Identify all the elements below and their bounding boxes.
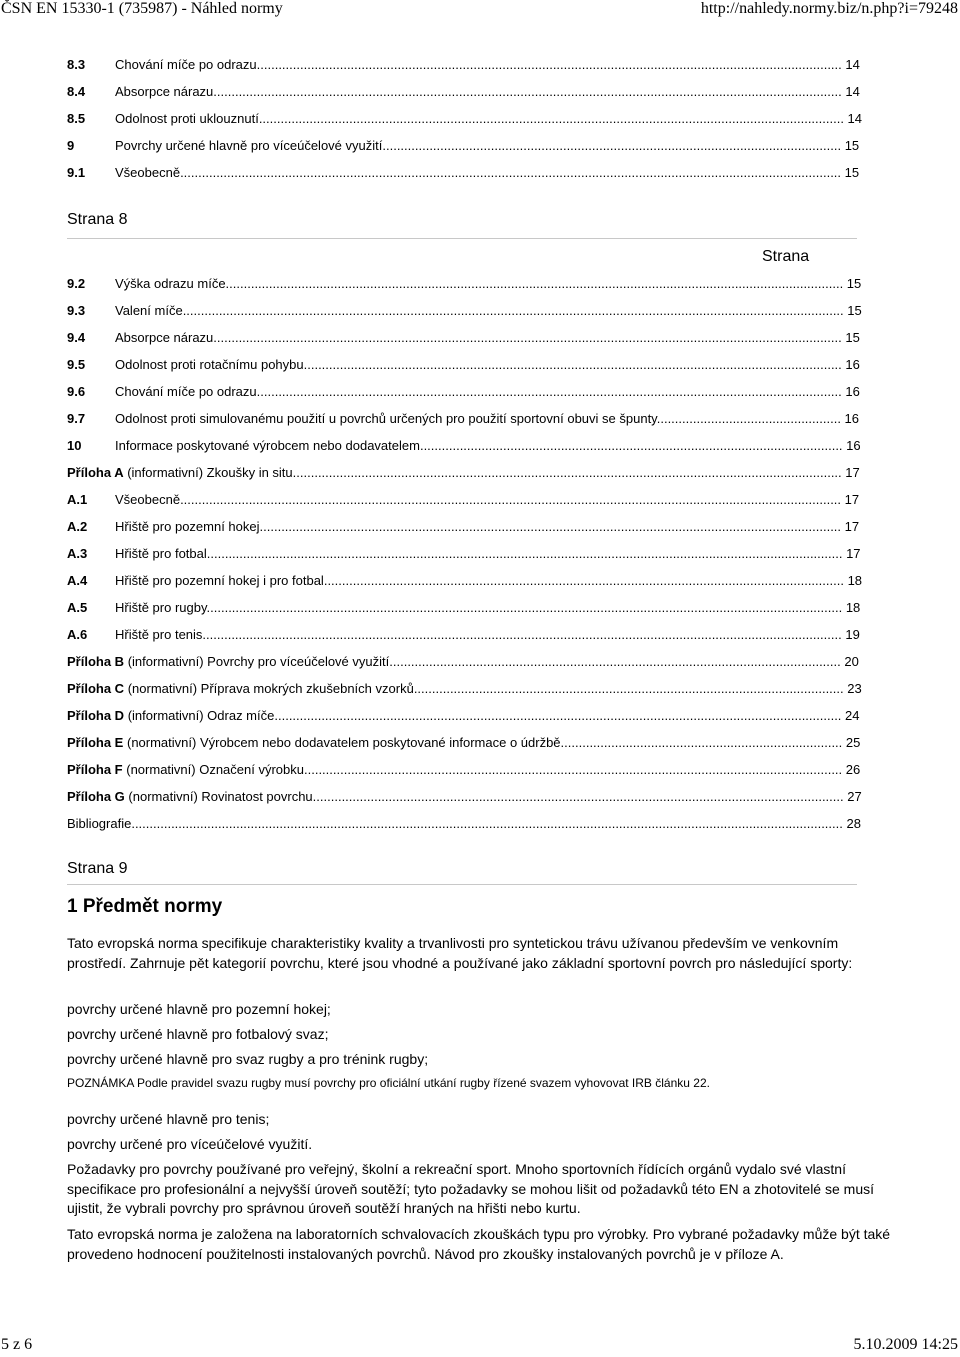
toc-entry[interactable] <box>67 466 867 493</box>
toc-entry-number: A.2 <box>67 519 88 534</box>
toc-dots: ............................................................................................................................................................... <box>267 57 846 72</box>
print-datetime: 5.10.2009 14:25 <box>853 1336 958 1353</box>
toc-dots: ................................................................................................................................................ <box>323 789 848 804</box>
toc-title-text: Informace poskytované výrobcem nebo dodavatelem <box>115 438 420 453</box>
toc-title-text: (normativní) Výrobcem nebo dodavatelem poskytované informace o údržbě <box>126 735 561 750</box>
toc-entry-number: 9.3 <box>67 303 86 318</box>
toc-page-number: 23 <box>847 681 862 696</box>
toc-entry-number: 9.2 <box>67 276 86 291</box>
toc-entry[interactable] <box>67 58 867 85</box>
toc-dots: ........................................................................................................................................................................ <box>236 276 847 291</box>
toc-entry-number: 8.5 <box>67 111 86 126</box>
toc-page-number: 14 <box>847 111 863 126</box>
toc-entry-number: 9.7 <box>67 411 86 426</box>
toc-page-number: 15 <box>845 330 860 345</box>
toc-entry-title: Příloha B (informativní) Povrchy pro víceúčelové využití............................................................................................................................. 20 <box>67 654 859 669</box>
toc-entry[interactable] <box>67 277 867 304</box>
toc-entry-title: Hřiště pro rugby................................................................................................................................................................................ 18 <box>115 600 861 615</box>
toc-entry[interactable] <box>67 601 867 628</box>
toc-dots: ............................................................................................................................ <box>393 138 845 153</box>
toc-entry-number: 10 <box>67 438 82 453</box>
toc-entry[interactable] <box>67 682 867 709</box>
toc-dots: ............................................................................................................................................. <box>334 573 848 588</box>
toc-page-number: 16 <box>845 357 860 372</box>
annex-label: Příloha B <box>67 654 125 669</box>
toc-entry[interactable] <box>67 790 867 817</box>
toc-entry[interactable] <box>67 304 867 331</box>
toc-dots: .............................................................................................................................................................. <box>270 519 845 534</box>
toc-title-text: (informativní) Povrchy pro víceúčelové využití <box>127 654 390 669</box>
divider <box>67 884 857 885</box>
toc-dots: .......................................................................................................................................................... <box>285 708 846 723</box>
scope-paragraph: Tato evropská norma specifikuje charakteristiky kvality a trvanlivosti pro syntetickou trávu užívanou především ve venkovním prostředí. Zahrnuje pět kategorií povrchu, které jsou vhodné a používané jako základní sportovní povrch pro následující sporty: <box>67 935 853 971</box>
toc-page-number: 15 <box>844 138 860 153</box>
toc-title-text: (informativní) Odraz míče <box>127 708 275 723</box>
toc-entry[interactable] <box>67 547 867 574</box>
toc-entry[interactable] <box>67 709 867 736</box>
toc-entry-number: 9.1 <box>67 165 86 180</box>
toc-entry[interactable] <box>67 412 867 439</box>
requirements-paragraph: Požadavky pro povrchy používané pro veřejný, školní a rekreační sport. Mnoho sportovních řídících orgánů vydalo své vlastní specifikace pro profesionální a nejvyšší úroveň soutěží; tyto požadavky se mohou lišit od požadavků této EN a zhotovitelé se musí ujistit, že vybrali povrchy pro správnou úroveň soutěží hraných na hřišti nebo kurtu. <box>67 1161 874 1216</box>
toc-dots: .................................................................................................................................................. <box>314 357 846 372</box>
toc-title-text: Výška odrazu míče <box>115 276 226 291</box>
toc-entry-number: 9.5 <box>67 357 86 372</box>
annex-label: Příloha F <box>67 762 123 777</box>
testing-paragraph: Tato evropská norma je založena na laboratorních schvalovacích zkouškách typu pro výrobky. Pro vybrané požadavky může být také provedeno hodnocení použitelnosti instalovaných povrchů. Návod pro zkoušky instalovaných povrchů je v příloze A. <box>67 1226 891 1262</box>
toc-entry-title: Odolnost proti rotačnímu pohybu..................................................................................................................................................... 16 <box>115 357 860 372</box>
toc-dots: .................................................................................................................................................. <box>314 762 846 777</box>
toc-entry-title: Příloha D (informativní) Odraz míče............................................................................................................................................................. 24 <box>67 708 860 723</box>
page-counter: 5 z 6 <box>1 1336 33 1353</box>
toc-title-text: (normativní) Označení výrobku <box>126 762 304 777</box>
scope-list-item: povrchy určené hlavně pro svaz rugby a pro trénink rugby; <box>67 1051 429 1067</box>
browser-footer <box>0 1336 960 1356</box>
toc-entry-title: Odolnost proti uklouznutí.................................................................................................................................................................. 14 <box>115 111 863 126</box>
toc-dots: ........................................................................................................................................................................... <box>224 84 846 99</box>
toc-title-text: Absorpce nárazu <box>115 330 214 345</box>
toc-entry-number: 8.3 <box>67 57 86 72</box>
toc-dots: ..................................................................................................................................................... <box>303 465 846 480</box>
annex-label: Příloha E <box>67 735 124 750</box>
toc-title-text: Hřiště pro fotbal <box>115 546 207 561</box>
toc-entry-title: Příloha E (normativní) Výrobcem nebo dodavatelem poskytované informace o údržbě.............................................................................. 25 <box>67 735 861 750</box>
toc-entry-title: Bibliografie..................................................................................................................................................................................................... 28 <box>67 816 861 831</box>
toc-page-number: 17 <box>846 546 861 561</box>
toc-page-number: 14 <box>845 57 860 72</box>
toc-entry-number: A.6 <box>67 627 88 642</box>
toc-page-number: 25 <box>845 735 861 750</box>
toc-title-text: Hřiště pro pozemní hokej i pro fotbal <box>115 573 324 588</box>
toc-list-top <box>67 58 867 193</box>
toc-entry-title: Výška odrazu míče........................................................................................................................................................................... 15 <box>115 276 862 291</box>
toc-title-text: Chování míče po odrazu <box>115 57 257 72</box>
browser-header <box>0 0 960 22</box>
toc-title-text: (normativní) Příprava mokrých zkušebních vzorků <box>127 681 414 696</box>
toc-title-text: Všeobecně <box>115 492 181 507</box>
toc-entry-title: Hřiště pro fotbal................................................................................................................................................................................ 17 <box>115 546 861 561</box>
toc-dots: ............................................................................................................................................................... <box>267 384 846 399</box>
annex-label: Příloha D <box>67 708 125 723</box>
toc-entry-title: Chování míče po odrazu.................................................................................................................................................................. 14 <box>115 57 860 72</box>
annex-label: Příloha C <box>67 681 125 696</box>
toc-title-text: Odolnost proti simulovanému použití u povrchů určených pro použití sportovní obuvi se špunty <box>115 411 657 426</box>
toc-dots: .................................................................................................................................................................................... <box>190 492 845 507</box>
toc-entry-number: 9.6 <box>67 384 86 399</box>
toc-entry[interactable] <box>67 655 867 682</box>
toc-dots: .................................................................................................................................................................................................. <box>142 816 847 831</box>
toc-page-number: 14 <box>845 84 860 99</box>
toc-title-text: Valení míče <box>115 303 183 318</box>
toc-entry-title: Všeobecně....................................................................................................................................................................................... 17 <box>115 492 860 507</box>
toc-page-number: 19 <box>845 627 860 642</box>
toc-dots: .......................................................................................................................... <box>400 654 845 669</box>
toc-entry[interactable] <box>67 493 867 520</box>
toc-entry-title: Povrchy určené hlavně pro víceúčelové využití............................................................................................................................... 15 <box>115 138 860 153</box>
toc-entry[interactable] <box>67 358 867 385</box>
toc-title-text: Povrchy určené hlavně pro víceúčelové využití <box>115 138 383 153</box>
toc-dots: ............................................................................................................................................................... <box>269 111 848 126</box>
toc-title-text: (normativní) Rovinatost povrchu <box>128 789 313 804</box>
document-title: ČSN EN 15330-1 (735987) - Náhled normy <box>1 0 283 17</box>
toc-title-text: Bibliografie <box>67 816 132 831</box>
toc-dots: ............................................................................................................................................................................. <box>217 546 847 561</box>
toc-dots: ........................................................................................................................................................................... <box>224 330 846 345</box>
scope-list-item: povrchy určené hlavně pro pozemní hokej; <box>67 1001 331 1017</box>
toc-title-text: Odolnost proti uklouznutí <box>115 111 259 126</box>
toc-dots: .............................................................................................................................................................................. <box>213 627 846 642</box>
toc-entry[interactable] <box>67 139 867 166</box>
toc-entry[interactable] <box>67 574 867 601</box>
toc-entry[interactable] <box>67 520 867 547</box>
toc-title-text: Všeobecně <box>115 165 181 180</box>
toc-entry-number: 9.4 <box>67 330 86 345</box>
toc-entry-title: Informace poskytované výrobcem nebo dodavatelem..................................................................................................................... 16 <box>115 438 861 453</box>
toc-page-number: 17 <box>844 492 860 507</box>
toc-title-text: Hřiště pro pozemní hokej <box>115 519 260 534</box>
toc-dots: ........................................................................... <box>571 735 846 750</box>
toc-page-number: 17 <box>844 519 860 534</box>
toc-page-number: 15 <box>846 276 862 291</box>
toc-page-number: 16 <box>846 438 861 453</box>
toc-entry-title: Příloha C (normativní) Příprava mokrých zkušebních vzorků....................................................................................................................... 23 <box>67 681 862 696</box>
toc-entry[interactable] <box>67 439 867 466</box>
toc-page-number: 28 <box>846 816 861 831</box>
toc-page-number: 18 <box>845 600 861 615</box>
toc-dots: .................................................................................................................... <box>424 681 848 696</box>
toc-dots: ............................................................................................................................................................................. <box>217 600 846 615</box>
toc-entry-title: Příloha F (normativní) Označení výrobku..................................................................................................................................................... 26 <box>67 762 861 777</box>
toc-page-number: 17 <box>845 465 860 480</box>
toc-entry[interactable] <box>67 85 867 112</box>
toc-page-number: 16 <box>845 384 860 399</box>
toc-page-number: 16 <box>844 411 860 426</box>
toc-title-text: Hřiště pro rugby <box>115 600 207 615</box>
toc-entry-title: Chování míče po odrazu.................................................................................................................................................................. 16 <box>115 384 860 399</box>
toc-title-text: (informativní) Zkoušky in situ <box>127 465 293 480</box>
annex-label: Příloha A <box>67 465 124 480</box>
divider <box>67 238 857 239</box>
scope-list-item: povrchy určené pro víceúčelové využití. <box>67 1136 313 1152</box>
toc-entry-title: Příloha A (informativní) Zkoušky in situ........................................................................................................................................................ 17 <box>67 465 860 480</box>
toc-title-text: Chování míče po odrazu <box>115 384 257 399</box>
toc-entry[interactable] <box>67 763 867 790</box>
toc-entry-title: Příloha G (normativní) Rovinatost povrchu................................................................................................................................................... 27 <box>67 789 862 804</box>
scope-list-item: povrchy určené hlavně pro fotbalový svaz; <box>67 1026 329 1042</box>
toc-dots: ................................................ <box>667 411 845 426</box>
toc-title-text: Hřiště pro tenis <box>115 627 203 642</box>
toc-entry[interactable] <box>67 817 867 844</box>
toc-entry[interactable] <box>67 736 867 763</box>
toc-entry-title: Hřiště pro pozemní hokej i pro fotbal................................................................................................................................................ 18 <box>115 573 863 588</box>
toc-entry-title: Valení míče....................................................................................................................................................................................... 15 <box>115 303 862 318</box>
toc-entry[interactable] <box>67 331 867 358</box>
toc-page-number: 18 <box>847 573 863 588</box>
toc-entry-title: Odolnost proti simulovanému použití u povrchů určených pro použití sportovní obuvi se špunty................................................... 16 <box>115 411 860 426</box>
toc-entry[interactable] <box>67 166 867 193</box>
rugby-note: POZNÁMKA Podle pravidel svazu rugby musí povrchy pro oficiální utkání rugby řízené svazem vyhovovat IRB článku 22. <box>67 1076 710 1090</box>
toc-page-number: 15 <box>844 165 860 180</box>
page-label-9: Strana 9 <box>67 860 128 877</box>
toc-entry[interactable] <box>67 385 867 412</box>
toc-dots: .................................................................................................................. <box>430 438 847 453</box>
toc-entry-title: Všeobecně....................................................................................................................................................................................... 15 <box>115 165 860 180</box>
page-label-8: Strana 8 <box>67 211 128 228</box>
scope-list-item: povrchy určené hlavně pro tenis; <box>67 1111 270 1127</box>
toc-entry-title: Hřiště pro tenis................................................................................................................................................................................. 19 <box>115 627 860 642</box>
toc-entry[interactable] <box>67 112 867 139</box>
toc-entry-title: Absorpce nárazu.............................................................................................................................................................................. 15 <box>115 330 860 345</box>
toc-page-number: 27 <box>847 789 862 804</box>
toc-entry-number: A.1 <box>67 492 88 507</box>
toc-entry-number: 8.4 <box>67 84 86 99</box>
page-column-header: Strana <box>762 248 810 265</box>
toc-page-number: 20 <box>844 654 859 669</box>
section-heading: 1 Předmět normy <box>67 896 223 917</box>
toc-entry-number: A.4 <box>67 573 88 588</box>
toc-entry-title: Hřiště pro pozemní hokej................................................................................................................................................................. 17 <box>115 519 860 534</box>
toc-dots: .................................................................................................................................................................................... <box>193 303 848 318</box>
toc-entry-title: Absorpce nárazu.............................................................................................................................................................................. 14 <box>115 84 860 99</box>
page-url[interactable]: http://nahledy.normy.biz/n.php?i=79248 <box>700 0 958 17</box>
toc-page-number: 26 <box>845 762 861 777</box>
toc-entry-number: 9 <box>67 138 75 153</box>
toc-entry-number: A.3 <box>67 546 88 561</box>
annex-label: Příloha G <box>67 789 125 804</box>
toc-title-text: Absorpce nárazu <box>115 84 214 99</box>
toc-dots: .................................................................................................................................................................................... <box>190 165 845 180</box>
toc-list-main <box>67 277 867 844</box>
toc-entry-number: A.5 <box>67 600 88 615</box>
toc-page-number: 15 <box>847 303 862 318</box>
toc-entry[interactable] <box>67 628 867 655</box>
toc-page-number: 24 <box>845 708 860 723</box>
toc-title-text: Odolnost proti rotačnímu pohybu <box>115 357 304 372</box>
